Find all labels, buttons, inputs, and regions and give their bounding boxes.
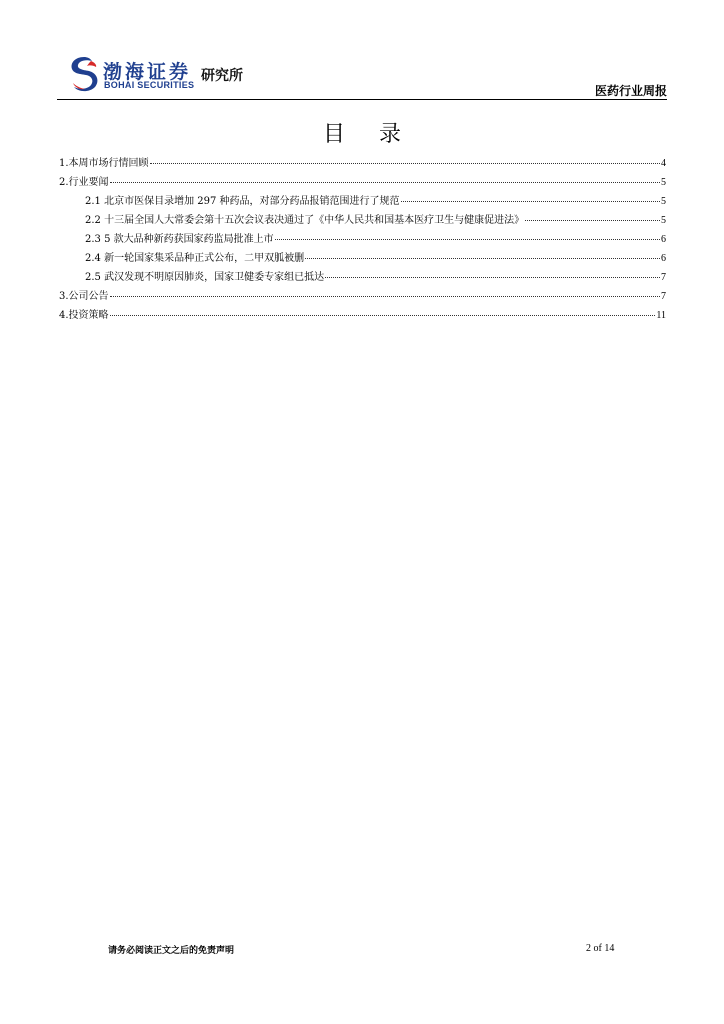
toc-entry[interactable]: [59, 192, 666, 211]
toc-dot-leader: [401, 201, 660, 202]
toc-title: 目录: [322, 122, 435, 147]
toc-dot-leader: [110, 315, 656, 316]
toc-entry-page: 5: [661, 196, 666, 207]
toc-entry-label: 4.投资策略: [59, 310, 109, 321]
toc-entry[interactable]: [59, 287, 666, 306]
toc-entry[interactable]: [59, 268, 666, 287]
bohai-swirl-logo-icon: [67, 55, 101, 93]
logo-chinese-text: 渤海证券: [103, 61, 192, 83]
toc-entry[interactable]: [59, 154, 666, 173]
report-type-label: 医药行业周报: [594, 84, 667, 98]
toc-entry[interactable]: [59, 230, 666, 249]
toc-dot-leader: [305, 258, 660, 259]
toc-dot-leader: [150, 163, 660, 164]
toc-dot-leader: [110, 182, 660, 183]
toc-dot-leader: [275, 239, 660, 240]
toc-dot-leader: [525, 220, 660, 221]
toc-dot-leader: [110, 296, 660, 297]
toc-entry-page: 5: [661, 215, 666, 226]
toc-entry-label: 2.4 新一轮国家集采品种正式公布，二甲双胍被删: [85, 253, 305, 264]
company-logo: [67, 55, 277, 95]
toc-entry[interactable]: [59, 306, 666, 325]
footer-disclaimer: 请务必阅读正文之后的免责声明: [108, 946, 235, 956]
toc-entry[interactable]: [59, 249, 666, 268]
toc-entry-label: 1.本周市场行情回顾: [59, 158, 149, 169]
toc-entry-label: 2.5 武汉发现不明原因肺炎，国家卫健委专家组已抵达: [85, 272, 325, 283]
toc-entry-page: 7: [661, 291, 666, 302]
toc-entry-label: 2.1 北京市医保目录增加 297 种药品，对部分药品报销范围进行了规范: [85, 196, 400, 207]
toc-dot-leader: [325, 277, 660, 278]
table-of-contents: [59, 154, 666, 325]
toc-entry-label: 2.行业要闻: [59, 177, 109, 188]
footer-page-number: 2 of 14: [586, 943, 615, 954]
toc-entry-page: 6: [661, 253, 666, 264]
toc-entry[interactable]: [59, 211, 666, 230]
toc-entry-page: 7: [661, 272, 666, 283]
header-divider: [57, 99, 667, 100]
toc-entry-page: 11: [656, 310, 666, 321]
institute-label: 研究所: [201, 68, 243, 84]
toc-entry[interactable]: [59, 173, 666, 192]
toc-entry-label: 2.3 5 款大品种新药获国家药监局批准上市: [85, 234, 274, 245]
toc-entry-page: 6: [661, 234, 666, 245]
toc-entry-label: 2.2 十三届全国人大常委会第十五次会议表决通过了《中华人民共和国基本医疗卫生与健康促进法》: [85, 215, 525, 226]
logo-english-text: BOHAI SECURITIES: [104, 80, 195, 90]
toc-entry-page: 5: [661, 177, 666, 188]
toc-entry-page: 4: [661, 158, 666, 169]
toc-entry-label: 3.公司公告: [59, 291, 109, 302]
